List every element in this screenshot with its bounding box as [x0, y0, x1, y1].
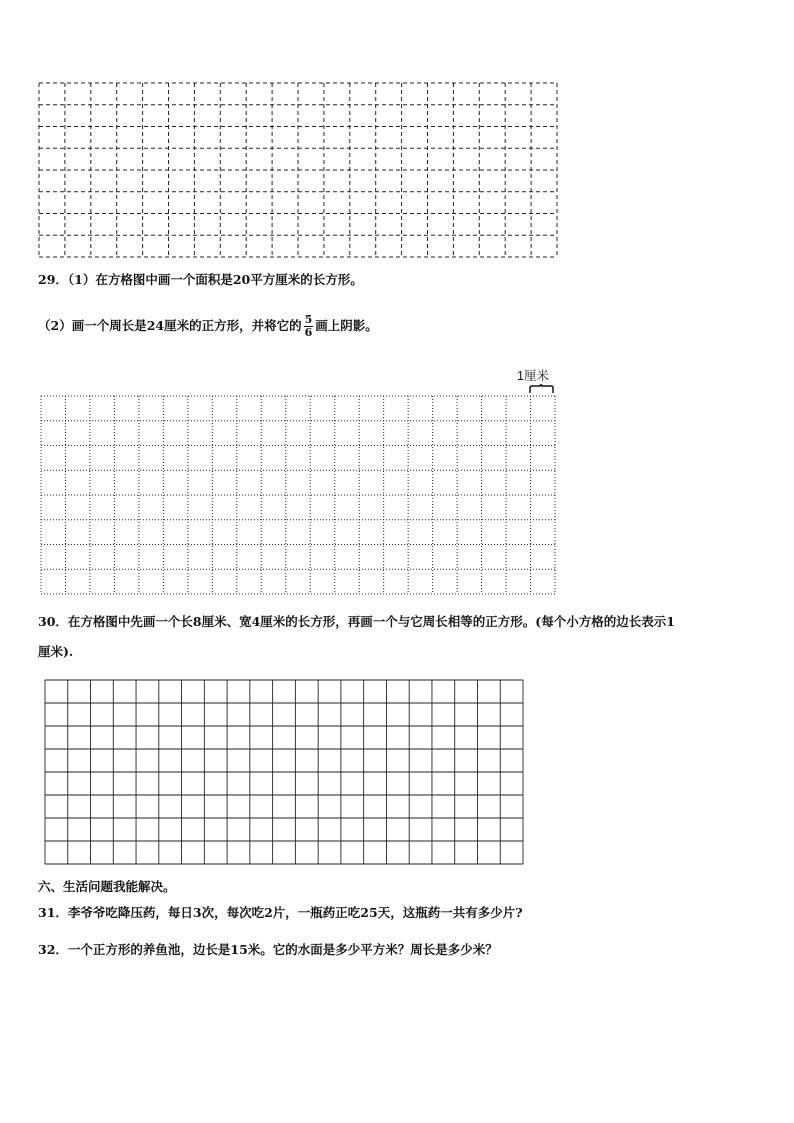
question-29-part-1-text: ．（1）在方格图中画一个面积是20平方厘米的长方形。 — [55, 272, 363, 287]
scale-label: 1厘米 — [517, 369, 549, 383]
question-32 — [38, 942, 498, 958]
question-30-line-2: 厘米). — [38, 644, 74, 659]
dashed-grid-1 — [38, 82, 558, 258]
question-29-part-2-text: （2）画一个周长是24厘米的正方形，并将它的 — [38, 318, 302, 333]
question-32-number: 32 — [38, 942, 56, 957]
question-29-part-2-tail: 画上阴影。 — [315, 318, 378, 333]
question-31 — [38, 905, 523, 921]
dotted-grid-2 — [40, 395, 556, 595]
question-30-number: 30 — [38, 614, 56, 629]
question-29-part-1 — [38, 272, 363, 288]
question-30-line-1 — [38, 614, 675, 630]
question-31-number: 31 — [38, 905, 56, 920]
question-30-text: ．在方格图中先画一个长8厘米、宽4厘米的长方形，再画一个与它周长相等的正方形。(每个小方格的边长表示1 — [55, 614, 675, 629]
section-6-heading: 六、生活问题我能解决。 — [38, 879, 176, 894]
question-29-number: 29 — [38, 272, 56, 287]
question-29-part-2 — [38, 313, 378, 339]
fraction — [304, 314, 314, 339]
fraction-denominator: 6 — [304, 326, 313, 339]
scale-brace-icon — [528, 383, 556, 395]
fraction-numerator: 5 — [304, 313, 313, 326]
question-31-text: ．李爷爷吃降压药，每日3次，每次吃2片，一瓶药正吃25天，这瓶药一共有多少片? — [55, 905, 523, 920]
question-32-text: ．一个正方形的养鱼池，边长是15米。它的水面是多少平方米？周长是多少米？ — [55, 942, 498, 957]
solid-grid-3 — [44, 679, 524, 865]
